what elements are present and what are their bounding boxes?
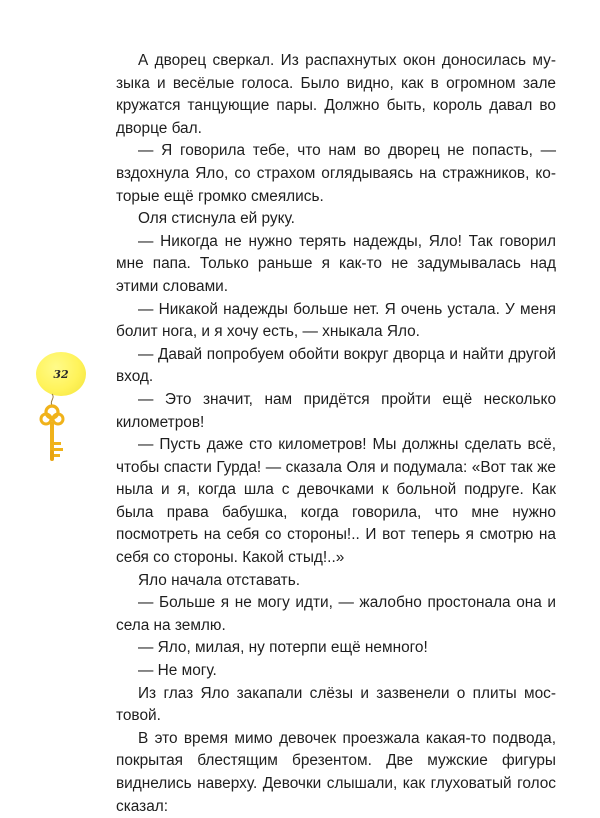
paragraph: В это время мимо девочек проезжала какая-то подвода, покрытая блестящим брезентом. Две мужские фигуры виднелись наверху. Девочки слышали, как глуховатый голос сказал: — [116, 729, 556, 815]
golden-key-icon — [34, 392, 70, 464]
paragraph: Яло начала отставать. — [138, 571, 301, 589]
paragraph: — Никогда не нужно терять надежды, Яло! Так говорил мне папа. Только раньше я как-то не задумывалась над этими словами. — [116, 232, 556, 295]
paragraph: — Яло, милая, ну потерпи ещё немного! — [138, 639, 428, 657]
paragraph: — Никакой надежды больше нет. Я очень устала. У меня болит нога, и я хочу есть, — хныкала Яло. — [116, 300, 556, 341]
paragraph: А дворец сверкал. Из распахнутых окон доносилась музыка и весёлые голоса. Было видно, как в огромном зале кружатся танцующие пары. Должно быть, король давал во дворце бал. — [116, 52, 556, 137]
page-number: 32 — [53, 367, 69, 381]
paragraph: — Не могу. — [138, 662, 217, 680]
paragraph: Из глаз Яло закапали слёзы и зазвенели о плиты мостовой. — [116, 684, 556, 725]
text-block — [116, 50, 556, 818]
paragraph: Оля стиснула ей руку. — [138, 210, 295, 228]
paragraph: — Я говорила тебе, что нам во дворец не попасть, — вздохнула Яло, со страхом оглядываясь на стражников, которые ещё громко смеялись. — [116, 142, 556, 205]
paragraph: — Больше я не могу идти, — жалобно простонала она и села на землю. — [116, 594, 556, 634]
paragraph: — Давай попробуем обойти вокруг дворца и найти другой вход. — [116, 345, 556, 386]
paragraph: — Это значит, нам придётся пройти ещё несколько километров! — [116, 390, 556, 431]
paragraph: — Пусть даже сто километров! Мы должны сделать всё, чтобы спасти Гурда! — сказала Оля и подумала: «Вот так же ныла и я, когда шла с девочками к больной подруге. Как была права бабушка, когда говорила, что мне нужно посмотреть на себя со стороны!.. И вот теперь я смотрю на себя со стороны. Какой стыд!..» — [116, 436, 556, 567]
page-number-badge — [36, 352, 86, 396]
